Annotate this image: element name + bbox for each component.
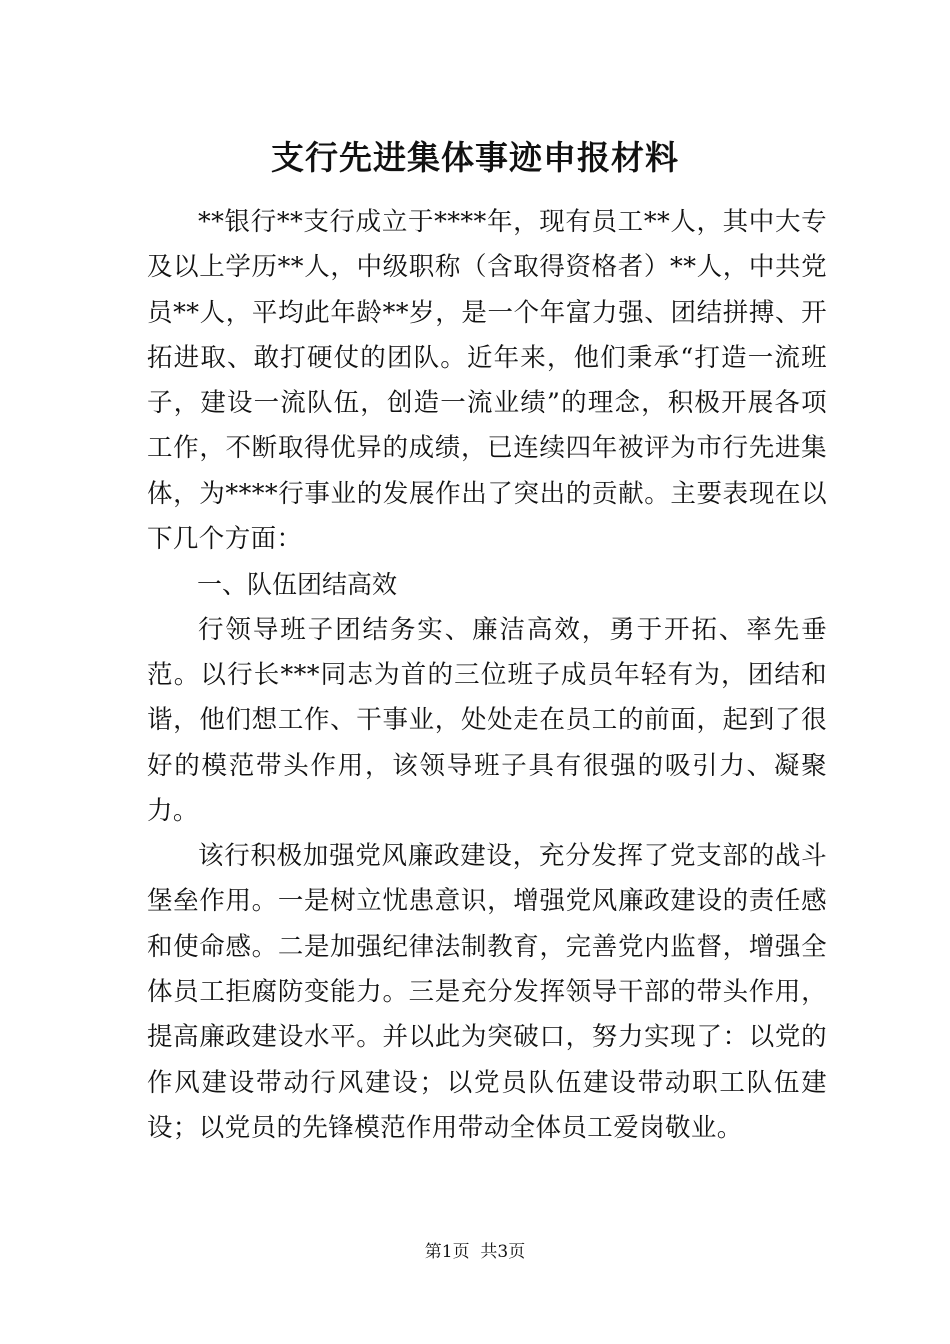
party-building-paragraph: 该行积极加强党风廉政建设，充分发挥了党支部的战斗堡垒作用。一是树立忧患意识，增强党风廉政建设的责任感和使命感。二是加强纪律法制教育，完善党内监督，增强全体员工拒腐防变能力。三是充分发挥领导干部的带头作用，提高廉政建设水平。并以此为突破口，努力实现了：以党的作风建设带动行风建设；以党员队伍建设带动职工队伍建设；以党员的先锋模范作用带动全体员工爱岗敬业。 (147, 841, 827, 1143)
document-title: 支行先进集体事迹申报材料 (271, 138, 679, 177)
page-number: 第1页 (424, 1242, 470, 1262)
intro-paragraph: **银行**支行成立于****年，现有员工**人，其中大专及以上学历**人，中级职称（含取得资格者）**人，中共党员**人，平均此年龄**岁，是一个年富力强、团结拼搏、开拓进取、敢打硬仗的团队。近年来，他们秉承“打造一流班子，建设一流队伍，创造一流业绩”的理念，积极开展各项工作，不断取得优异的成绩，已连续四年被评为市行先进集体，为****行事业的发展作出了突出的贡献。主要表现在以下几个方面： (147, 207, 827, 555)
leadership-paragraph: 行领导班子团结务实、廉洁高效，勇于开拓、率先垂范。以行长***同志为首的三位班子成员年轻有为，团结和谐，他们想工作、干事业，处处走在员工的前面，起到了很好的模范带头作用，该领导班子具有很强的吸引力、凝聚力。 (147, 614, 827, 826)
document-body (147, 200, 827, 1151)
section-heading: 一、队伍团结高效 (197, 570, 398, 600)
page-footer (0, 1240, 950, 1264)
page-total: 共3页 (480, 1242, 526, 1262)
